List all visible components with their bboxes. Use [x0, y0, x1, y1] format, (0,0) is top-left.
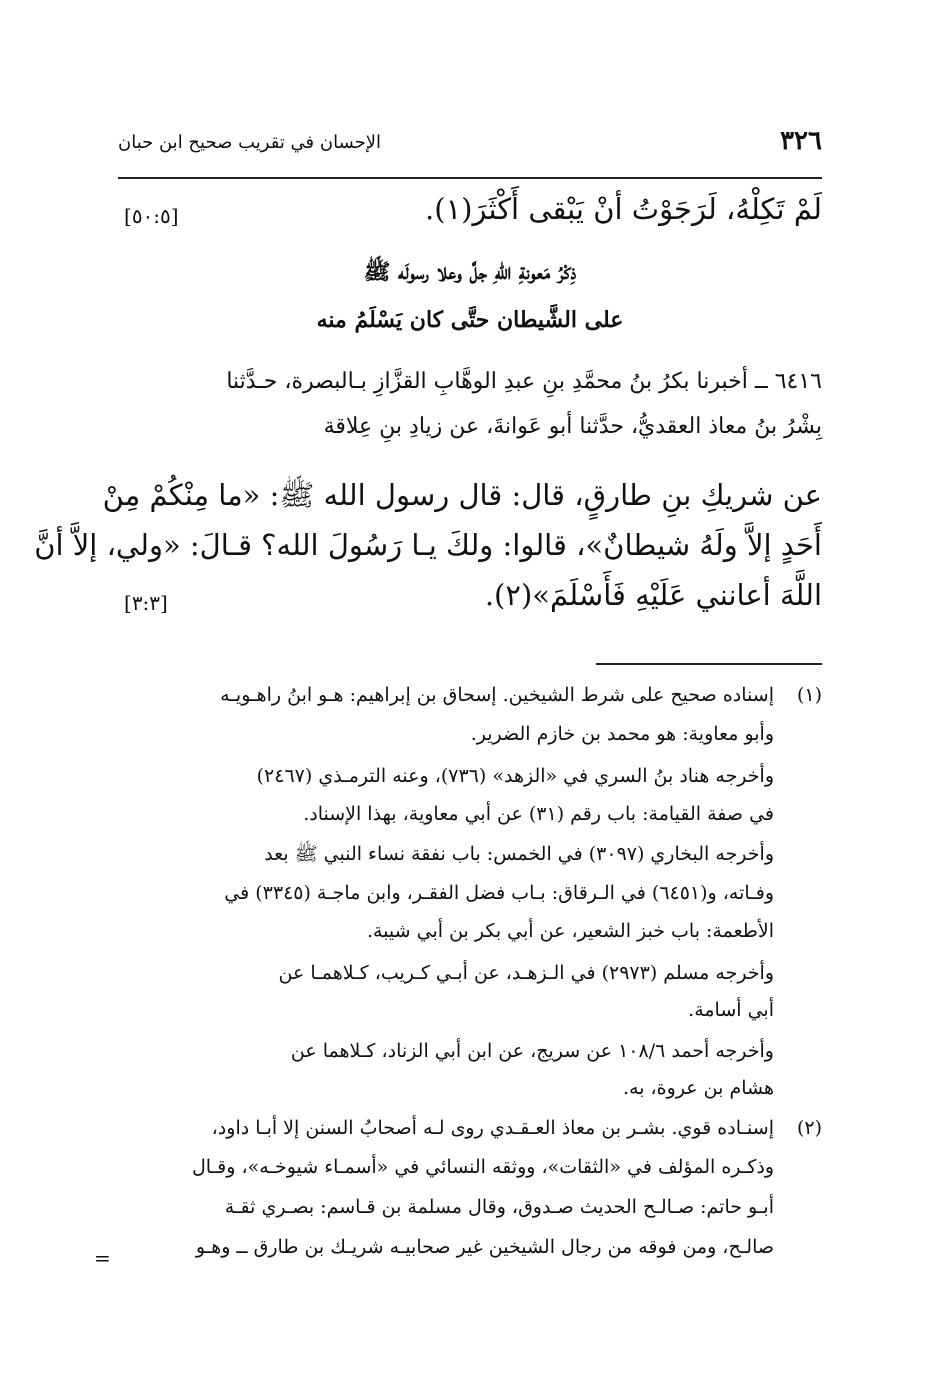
- chapter-heading-line-2: على الشَّيطان حتَّى كان يَسْلَمُ منه: [316, 307, 624, 333]
- footnote-1-line: وأخرجه مسلم (٢٩٧٣) في الـزهـد، عن أبـي كـريب، كـلاهمـا عن: [278, 962, 774, 984]
- page-number: ٣٢٦: [780, 126, 822, 156]
- hadith-reference: [٥٠:٥]: [124, 204, 179, 228]
- isnad-line-2: بِشْرُ بنُ معاذ العقديُّ، حدَّثنا أبو عَوانةَ، عن زيادِ بنِ عِلاقة: [323, 414, 822, 439]
- footnote-1-line: الأطعمة: باب خبز الشعير، عن أبي بكر بن أبي شيبة.: [366, 920, 774, 942]
- footnote-1-line: في صفة القيامة: باب رقم (٣١) عن أبي معاوية، بهذا الإسناد.: [303, 803, 774, 825]
- footnote-1-number: (١): [796, 684, 822, 706]
- running-title: الإحسان في تقريب صحيح ابن حبان: [118, 132, 382, 153]
- footnote-2-line: إسنـاده قوي. بشـر بن معاذ العـقـدي روى لـه أصحابُ السنن إلا أبـا داود،: [211, 1117, 774, 1139]
- footnote-1-line: وأخرجه أحمد ١٠٨/٦ عن سريج، عن ابن أبي الزناد، كـلاهما عن: [290, 1040, 774, 1062]
- isnad-line-1: ٦٤١٦ ــ أخبرنا بكرُ بنُ محمَّدِ بنِ عبدِ الوهَّابِ القزَّازِ بـالبصرة، حـدَّثنا: [226, 369, 822, 394]
- matn-line-2: أَحَدٍ إلاَّ ولَهُ شيطانٌ»، قالوا: ولكَ يـا رَسُولَ الله؟ قـالَ: «ولي، إلاَّ أنَّ: [34, 528, 822, 562]
- footnote-separator: [596, 663, 822, 665]
- footnote-2-number: (٢): [796, 1117, 822, 1139]
- footnote-1-line: وأبو معاوية: هو محمد بن خازم الضرير.: [470, 723, 774, 745]
- matn-line-1: عن شريكِ بنِ طارقٍ، قال: قال رسول الله ﷺ: «ما مِنْكُمْ مِنْ: [102, 478, 822, 512]
- footnote-1-line: إسناده صحيح على شرط الشيخين. إسحاق بن إبراهيم: هـو ابنُ راهـويـه: [220, 684, 774, 706]
- chapter-heading-line-1: ذِكْرُ مَعونةِ اللّهِ جلَّ وعلا رسولَه ﷺ: [363, 259, 577, 285]
- footnote-1-line: هشام بن عروة، به.: [623, 1077, 774, 1099]
- hadith-continuation-line: لَمْ تَكِلْهُ، لَرَجَوْتُ أنْ يَبْقى أَكْثَرَ(١).: [425, 192, 822, 226]
- footnote-1-line: أبي أسامة.: [688, 999, 774, 1021]
- footnote-2-line: صالـح، ومن فوقه من رجال الشيخين غير صحابيـه شريـك بن طارق ــ وهـو: [195, 1236, 774, 1258]
- matn-reference: [٣:٣]: [124, 591, 168, 615]
- continuation-mark: =: [94, 1246, 111, 1270]
- header-rule: [118, 177, 822, 179]
- footnote-2-line: وذكـره المؤلف في «الثقات»، ووثقه النسائي في «أسمـاء شيوخـه»، وقـال: [191, 1156, 774, 1178]
- matn-line-3: اللَّهَ أعانني عَلَيْهِ فَأَسْلَمَ»(٢).: [484, 578, 822, 612]
- footnote-1-line: وفـاته، و(٦٤٥١) في الـرقاق: بـاب فضل الفقـر، وابن ماجـة (٣٣٤٥) في: [224, 882, 774, 904]
- footnote-2-line: أبـو حاتم: صـالـح الحديث صـدوق، وقال مسلمة بن قـاسم: بصـري ثقـة: [224, 1196, 774, 1218]
- footnote-1-line: وأخرجه البخاري (٣٠٩٧) في الخمس: باب نفقة نساء النبي ﷺ بعد: [264, 843, 774, 865]
- footnote-1-line: وأخرجه هناد بنُ السري في «الزهد» (٧٣٦)، وعنه الترمـذي (٢٤٦٧): [256, 765, 774, 787]
